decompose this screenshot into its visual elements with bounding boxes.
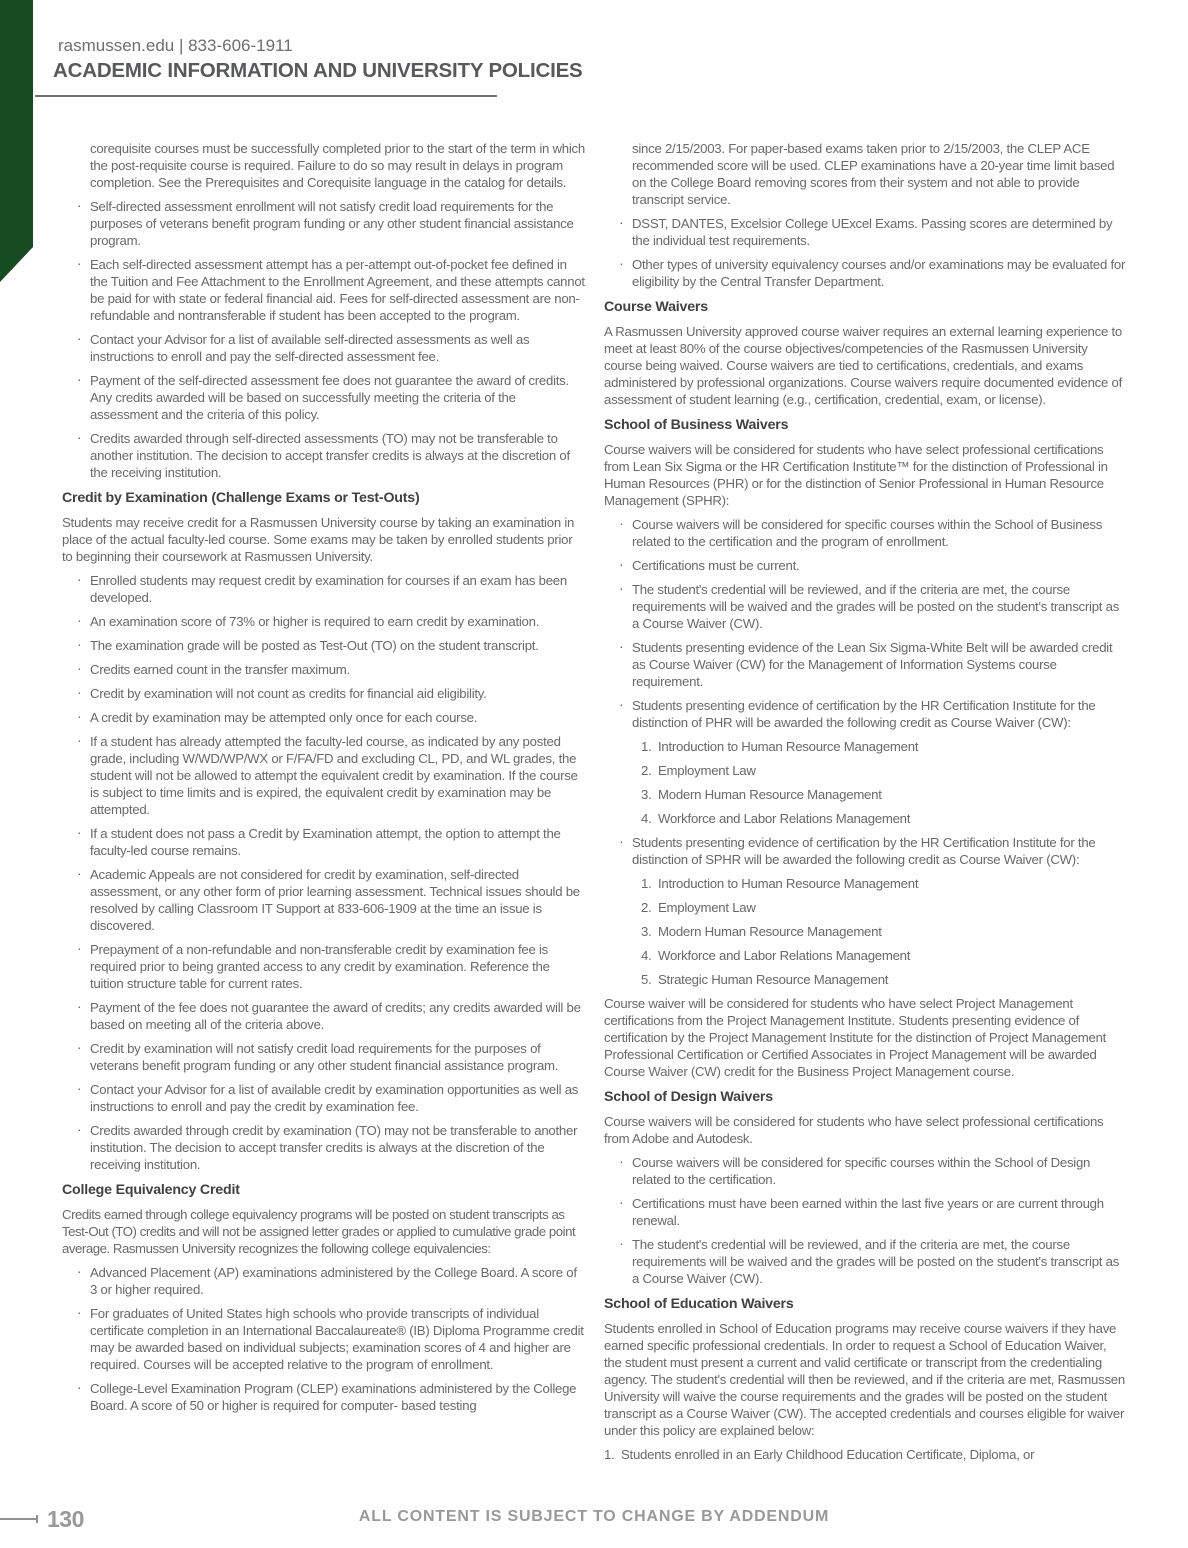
numbered-text: Workforce and Labor Relations Management <box>658 948 911 963</box>
bullet-text: Other types of university equivalency courses and/or examinations may be evaluated for eligibility by the Central Transfer Department. <box>632 257 1126 289</box>
bullet-text: If a student has already attempted the faculty-led course, as indicated by any posted grade, including W/WD/WP/WX or F/FA/FD and excluding CL, PD, and WL grades, the student will not be allowed to attempt the equivalent credit by examination. If the course is subject to time limits and is expired, the equivalent credit by examination may be attempted. <box>90 734 578 817</box>
green-corner-ribbon <box>0 0 33 282</box>
bullet-icon: · <box>619 580 624 596</box>
bullet-icon: · <box>77 330 82 346</box>
section-heading: School of Design Waivers <box>604 1089 773 1105</box>
bullet-icon: · <box>77 865 82 881</box>
numbered-item <box>604 762 1127 779</box>
bullet-icon: · <box>77 571 82 587</box>
paragraph: A Rasmussen University approved course waiver requires an external learning experience to meet at least 80% of the course objectives/competencies of the Rasmussen University course being waived. Course waivers are tied to certifications, credentials, and exams administered by professional organizations. Course waivers require documented evidence of assessment of student learning (e.g., certification, credential, exam, or license). <box>604 324 1122 407</box>
bullet-item <box>62 613 585 630</box>
bullet-item <box>62 866 585 934</box>
bullet-text: A credit by examination may be attempted only once for each course. <box>90 710 478 725</box>
bullet-icon: · <box>77 708 82 724</box>
item-number: 3. <box>641 787 652 802</box>
bullet-item <box>62 1264 585 1298</box>
bullet-item <box>62 331 585 365</box>
bullet-icon: · <box>619 556 624 572</box>
bullet-item <box>62 256 585 324</box>
paragraph: Students may receive credit for a Rasmussen University course by taking an examination in place of the actual faculty-led course. Some exams may be taken by enrolled students prior to beginning their coursework at Rasmussen University. <box>62 515 575 564</box>
bullet-item <box>604 215 1127 249</box>
item-number: 2. <box>641 763 652 778</box>
bullet-icon: · <box>77 1379 82 1395</box>
bullet-text: Course waivers will be considered for specific courses within the School of Design related to the certification. <box>632 1155 1091 1187</box>
bullet-text: Course waivers will be considered for specific courses within the School of Business related to the certification and the program of enrollment. <box>632 517 1103 549</box>
item-number: 3. <box>641 924 652 939</box>
bullet-item <box>62 825 585 859</box>
numbered-text: Introduction to Human Resource Management <box>658 739 919 754</box>
bullet-icon: · <box>619 1194 624 1210</box>
bullet-item <box>62 1040 585 1074</box>
numbered-item <box>604 899 1127 916</box>
numbered-item <box>604 971 1127 988</box>
column-left <box>62 140 585 1463</box>
content-columns <box>62 140 1127 1463</box>
item-number: 4. <box>641 811 652 826</box>
bullet-text: Each self-directed assessment attempt has a per-attempt out-of-pocket fee defined in the Tuition and Fee Attachment to the Enrollment Agreement, and these attempts cannot be paid for with state or federal financial aid. Fees for self-directed assessment are non-refundable and nontransferable if student has been accepted to the program. <box>90 257 585 323</box>
bullet-icon: · <box>77 1263 82 1279</box>
item-number: 5. <box>641 972 652 987</box>
bullet-text: Credits awarded through credit by examination (TO) may not be transferable to another institution. The decision to accept transfer credits is always at the discretion of the receiving institution. <box>90 1123 578 1172</box>
bullet-icon: · <box>77 732 82 748</box>
bullet-icon: · <box>619 214 624 230</box>
section-heading: Course Waivers <box>604 299 708 315</box>
bullet-text: Credits awarded through self-directed assessments (TO) may not be transferable to another institution. The decision to accept transfer credits is always at the discretion of the receiving institution. <box>90 431 570 480</box>
numbered-item <box>604 923 1127 940</box>
bullet-text: An examination score of 73% or higher is required to earn credit by examination. <box>90 614 540 629</box>
bullet-icon: · <box>77 1121 82 1137</box>
paragraph: Students enrolled in School of Education programs may receive course waivers if they have earned specific professional credentials. In order to request a School of Education Waiver, the student must present a current and valid certificate or transcript from the credentialing agency. The student's credential will then be reviewed, and if the criteria are met, Rasmussen University will waive the course requirements and the grades will be posted on the student transcript as a Course Waiver (CW). The accepted credentials and courses eligible for waiver under this policy are explained below: <box>604 1321 1125 1438</box>
bullet-item <box>62 430 585 481</box>
bullet-icon: · <box>77 1080 82 1096</box>
numbered-text: Modern Human Resource Management <box>658 787 882 802</box>
page-title: ACADEMIC INFORMATION AND UNIVERSITY POLICIES <box>53 59 583 82</box>
bullet-text: Certifications must have been earned within the last five years or are current through renewal. <box>632 1196 1104 1228</box>
bullet-icon: · <box>619 255 624 271</box>
bullet-icon: · <box>77 429 82 445</box>
bullet-text: Self-directed assessment enrollment will not satisfy credit load requirements for the purposes of veterans benefit program funding or any other student financial assistance program. <box>90 199 574 248</box>
section-heading: Credit by Examination (Challenge Exams or Test-Outs) <box>62 490 420 506</box>
bullet-text: The student's credential will be reviewed, and if the criteria are met, the course requirements will be waived and the grades will be posted on the student's transcript as a Course Waiver (CW). <box>632 582 1120 631</box>
bullet-icon: · <box>619 696 624 712</box>
bullet-item <box>62 1081 585 1115</box>
bullet-item <box>604 1195 1127 1229</box>
continued-paragraph: corequisite courses must be successfully completed prior to the start of the term in which the post-requisite course is required. Failure to do so may result in delays in program completion. See the Prerequisites and Corequisite language in the catalog for details. <box>90 141 585 190</box>
bullet-text: Students presenting evidence of the Lean Six Sigma-White Belt will be awarded credit as Course Waiver (CW) for the Management of Information Systems course requirement. <box>632 640 1113 689</box>
bullet-text: Prepayment of a non-refundable and non-transferable credit by examination fee is required prior to being granted access to any credit by examination. Reference the tuition structure table for current rates. <box>90 942 550 991</box>
bullet-text: Credits earned count in the transfer maximum. <box>90 662 350 677</box>
bullet-text: Contact your Advisor for a list of available credit by examination opportunities as well as instructions to enroll and pay the credit by examination fee. <box>90 1082 579 1114</box>
numbered-text: Workforce and Labor Relations Management <box>658 811 911 826</box>
continued-paragraph: since 2/15/2003. For paper-based exams taken prior to 2/15/2003, the CLEP ACE recommended score will be used. CLEP examinations have a 20-year time limit based on the College Board removing scores from their system and not able to provide transcript service. <box>632 141 1115 207</box>
bullet-item <box>604 697 1127 731</box>
numbered-text: Introduction to Human Resource Management <box>658 876 919 891</box>
bullet-text: For graduates of United States high schools who provide transcripts of individual certificate completion in an International Baccalaureate® (IB) Diploma Programme credit may be awarded based on individual subjects; examination scores of 4 and higher are required. Courses will be accepted relative to the program of enrollment. <box>90 1306 584 1372</box>
bullet-item <box>62 709 585 726</box>
bullet-item <box>62 1380 585 1414</box>
item-number: 2. <box>641 900 652 915</box>
bullet-item <box>604 581 1127 632</box>
numbered-item <box>604 875 1127 892</box>
bullet-icon: · <box>77 371 82 387</box>
bullet-icon: · <box>77 255 82 271</box>
paragraph: Credits earned through college equivalency programs will be posted on student transcripts as Test-Out (TO) credits and will not be assigned letter grades or applied to cumulative grade point average. Rasmussen University recognizes the following college equivalencies: <box>62 1207 576 1256</box>
bullet-item <box>62 999 585 1033</box>
bullet-text: DSST, DANTES, Excelsior College UExcel Exams. Passing scores are determined by the individual test requirements. <box>632 216 1113 248</box>
bullet-item <box>604 1236 1127 1287</box>
bullet-icon: · <box>77 636 82 652</box>
bullet-icon: · <box>77 660 82 676</box>
bullet-text: If a student does not pass a Credit by Examination attempt, the option to attempt the faculty-led course remains. <box>90 826 561 858</box>
bullet-icon: · <box>619 1153 624 1169</box>
site-contact: rasmussen.edu | 833-606-1911 <box>58 36 293 55</box>
bullet-icon: · <box>77 197 82 213</box>
numbered-text: Students enrolled in an Early Childhood Education Certificate, Diploma, or <box>621 1447 1035 1462</box>
section-heading: College Equivalency Credit <box>62 1182 240 1198</box>
column-right <box>604 140 1127 1463</box>
bullet-item <box>62 198 585 249</box>
bullet-icon: · <box>77 940 82 956</box>
numbered-item <box>604 947 1127 964</box>
section-heading: School of Education Waivers <box>604 1296 794 1312</box>
bullet-item <box>604 557 1127 574</box>
bullet-item <box>604 834 1127 868</box>
bullet-item <box>62 637 585 654</box>
bullet-text: Enrolled students may request credit by examination for courses if an exam has been developed. <box>90 573 567 605</box>
bullet-icon: · <box>619 638 624 654</box>
item-number: 1. <box>641 876 652 891</box>
bullet-item <box>62 661 585 678</box>
bullet-text: Credit by examination will not satisfy credit load requirements for the purposes of veterans benefit program funding or any other student financial assistance program. <box>90 1041 559 1073</box>
numbered-text: Employment Law <box>658 763 756 778</box>
bullet-text: Credit by examination will not count as credits for financial aid eligibility. <box>90 686 487 701</box>
bullet-text: The examination grade will be posted as Test-Out (TO) on the student transcript. <box>90 638 539 653</box>
bullet-item <box>62 372 585 423</box>
page-number: 130 <box>47 1505 84 1532</box>
bullet-icon: · <box>77 684 82 700</box>
bullet-text: Students presenting evidence of certification by the HR Certification Institute for the distinction of SPHR will be awarded the following credit as Course Waiver (CW): <box>632 835 1096 867</box>
header-rule <box>35 95 497 97</box>
bullet-text: Advanced Placement (AP) examinations administered by the College Board. A score of 3 or higher required. <box>90 1265 577 1297</box>
bullet-item <box>604 256 1127 290</box>
bullet-text: College-Level Examination Program (CLEP) examinations administered by the College Board. A score of 50 or higher is required for computer- based testing <box>90 1381 577 1413</box>
item-number: 1. <box>604 1447 615 1462</box>
bullet-item <box>62 572 585 606</box>
numbered-text: Modern Human Resource Management <box>658 924 882 939</box>
bullet-item <box>62 1122 585 1173</box>
item-number: 4. <box>641 948 652 963</box>
bullet-text: Contact your Advisor for a list of available self-directed assessments as well as instructions to enroll and pay the self-directed assessment fee. <box>90 332 530 364</box>
bullet-text: Payment of the fee does not guarantee the award of credits; any credits awarded will be based on meeting all of the criteria above. <box>90 1000 581 1032</box>
bullet-icon: · <box>77 1039 82 1055</box>
bullet-icon: · <box>77 824 82 840</box>
bullet-icon: · <box>619 833 624 849</box>
bullet-item <box>604 639 1127 690</box>
bullet-item <box>604 516 1127 550</box>
bullet-icon: · <box>619 1235 624 1251</box>
numbered-item <box>604 810 1127 827</box>
bullet-item <box>62 941 585 992</box>
paragraph: Course waivers will be considered for students who have select professional certifications from Lean Six Sigma or the HR Certification Institute™ for the distinction of Professional in Human Resources (PHR) or for the distinction of Senior Professional in Human Resource Management (SPHR): <box>604 442 1108 508</box>
item-number: 1. <box>641 739 652 754</box>
bullet-text: Certifications must be current. <box>632 558 800 573</box>
addendum-notice: ALL CONTENT IS SUBJECT TO CHANGE BY ADDENDUM <box>358 1508 830 1525</box>
numbered-item <box>604 786 1127 803</box>
bullet-text: Payment of the self-directed assessment fee does not guarantee the award of credits. Any credits awarded will be based on successfully meeting the criteria of the assessment and the criteria of this policy. <box>90 373 569 422</box>
paragraph: Course waivers will be considered for students who have select professional certifications from Adobe and Autodesk. <box>604 1114 1104 1146</box>
bullet-item <box>62 1305 585 1373</box>
bullet-item <box>62 733 585 818</box>
numbered-text: Strategic Human Resource Management <box>658 972 889 987</box>
bullet-text: The student's credential will be reviewed, and if the criteria are met, the course requirements will be waived and the grades will be posted on the student's transcript as a Course Waiver (CW). <box>632 1237 1120 1286</box>
bullet-text: Academic Appeals are not considered for credit by examination, self-directed assessment, or any other form of prior learning assessment. Technical issues should be resolved by calling Classroom IT Support at 833-606-1909 at the time an issue is discovered. <box>90 867 580 933</box>
paragraph: Course waiver will be considered for students who have select Project Management certifications from the Project Management Institute. Students presenting evidence of certification by the Project Management Institute for the distinction of Project Management Professional Certification or Certified Associates in Project Management will be awarded Course Waiver (CW) credit for the Business Project Management course. <box>604 996 1107 1079</box>
bullet-icon: · <box>619 515 624 531</box>
bullet-item <box>62 685 585 702</box>
numbered-item <box>604 1446 1127 1463</box>
numbered-item <box>604 738 1127 755</box>
bullet-text: Students presenting evidence of certification by the HR Certification Institute for the distinction of PHR will be awarded the following credit as Course Waiver (CW): <box>632 698 1096 730</box>
bullet-icon: · <box>77 998 82 1014</box>
bullet-item <box>604 1154 1127 1188</box>
bullet-icon: · <box>77 1304 82 1320</box>
section-heading: School of Business Waivers <box>604 417 789 433</box>
numbered-text: Employment Law <box>658 900 756 915</box>
bullet-icon: · <box>77 612 82 628</box>
